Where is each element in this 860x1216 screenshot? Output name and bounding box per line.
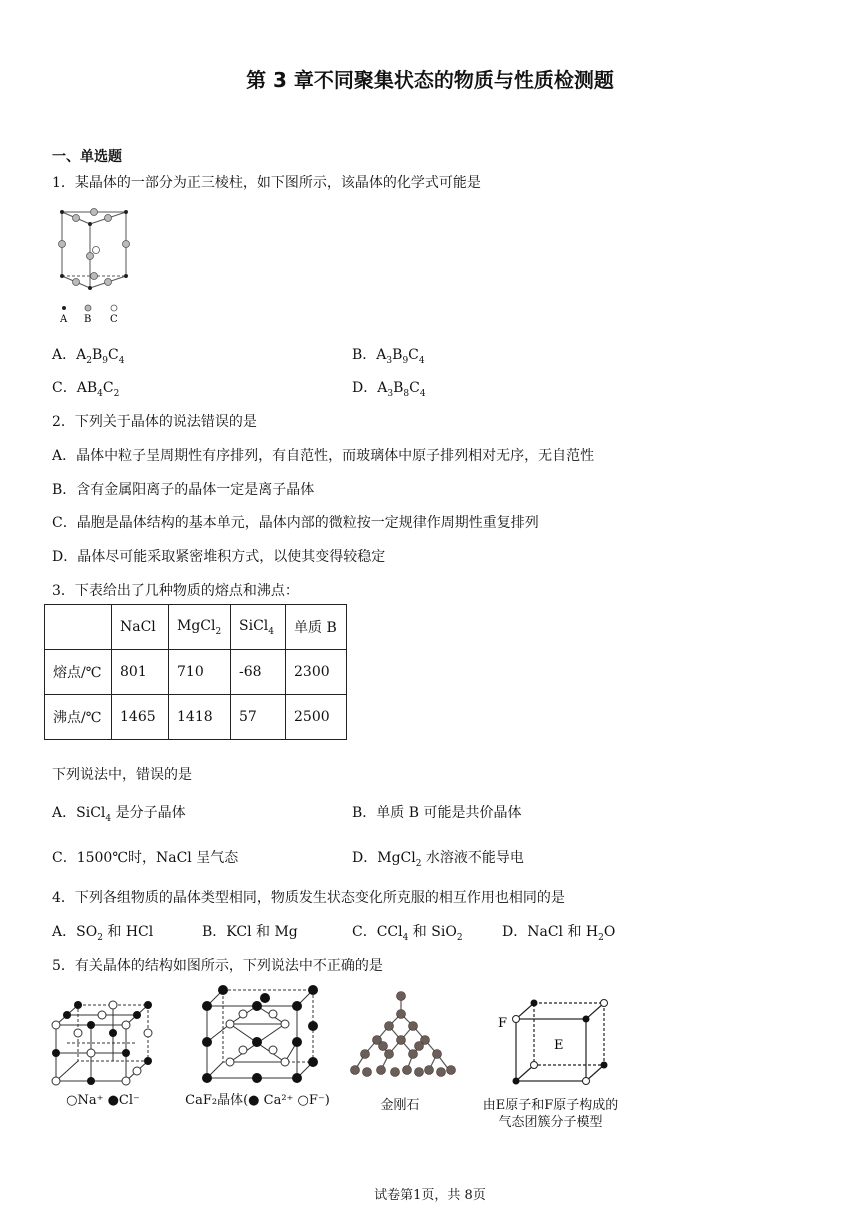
table-cell: 710: [169, 650, 231, 695]
nacl-caption: ○Na⁺ ●Cl⁻: [66, 1093, 140, 1108]
table-cell: 1418: [169, 695, 231, 740]
label-f: F: [498, 1016, 508, 1031]
q3-option-d[interactable]: D．MgCl$_2$ 水溶液不能导电: [352, 850, 524, 869]
table-cell: 801: [112, 650, 169, 695]
q2-stem: 2．下列关于晶体的说法错误的是: [52, 414, 257, 430]
cluster-caption: 由E原子和F原子构成的气态团簇分子模型: [482, 1098, 619, 1130]
q3-stem: 3．下表给出了几种物质的熔点和沸点：: [52, 583, 299, 599]
legend-b: B: [84, 314, 92, 324]
q1-option-a[interactable]: A．$A_2B_9C_4$: [52, 347, 125, 366]
table-header-cell: NaCl: [112, 605, 169, 650]
diamond-caption: 金刚石: [380, 1098, 420, 1113]
q5-stem: 5．有关晶体的结构如图所示，下列说法中不正确的是: [52, 958, 383, 974]
q2-option-a[interactable]: A．晶体中粒子呈周期性有序排列，有自范性，而玻璃体中原子排列相对无序，无自范性: [52, 448, 595, 464]
table-header-cell: 单质 B: [286, 605, 347, 650]
q1-stem: 1．某晶体的一部分为正三棱柱，如下图所示，该晶体的化学式可能是: [52, 175, 481, 191]
table-cell: 熔点/℃: [45, 650, 112, 695]
q4-option-d[interactable]: D．NaCl 和 $H_2O$: [502, 924, 616, 943]
legend-a: A: [60, 314, 68, 324]
nacl-lattice-figure: [48, 995, 158, 1090]
table-row: [45, 650, 347, 695]
table-cell: -68: [231, 650, 286, 695]
q1-option-b[interactable]: B．$A_3B_9C_4$: [352, 347, 425, 366]
table-cell: 2300: [286, 650, 347, 695]
q2-option-d[interactable]: D．晶体尽可能采取紧密堆积方式，以使其变得较稳定: [52, 549, 386, 565]
table-header-cell: MgCl$_2$: [169, 605, 231, 650]
cluster-molecule-figure: [494, 993, 608, 1089]
table-cell: 57: [231, 695, 286, 740]
melting-boiling-table: [44, 604, 347, 740]
q3-option-b[interactable]: B．单质 B 可能是共价晶体: [352, 805, 522, 821]
q1-option-c[interactable]: C．$AB_4C_2$: [52, 380, 120, 399]
q1-option-d[interactable]: D．$A_3B_8C_4$: [352, 380, 426, 399]
q4-stem: 4．下列各组物质的晶体类型相同，物质发生状态变化所克服的相互作用也相同的是: [52, 890, 565, 906]
table-cell: 1465: [112, 695, 169, 740]
q2-option-c[interactable]: C．晶胞是晶体结构的基本单元，晶体内部的微粒按一定规律作周期性重复排列: [52, 515, 539, 531]
caf2-lattice-figure: [195, 984, 320, 1084]
caf2-caption: CaF₂晶体(● Ca²⁺ ○F⁻): [185, 1093, 330, 1108]
q4-option-c[interactable]: C．CCl$_4$ 和 SiO$_2$: [352, 924, 463, 943]
page-title: 第 3 章不同聚集状态的物质与性质检测题: [246, 68, 614, 92]
table-cell: 沸点/℃: [45, 695, 112, 740]
page-footer: 试卷第1页，共 8页: [374, 1188, 486, 1203]
q3-follow: 下列说法中，错误的是: [52, 767, 192, 783]
q4-option-a[interactable]: A．$SO_2$ 和 HCl: [52, 924, 154, 943]
q2-option-b[interactable]: B．含有金属阳离子的晶体一定是离子晶体: [52, 482, 315, 498]
q3-option-a[interactable]: A．SiCl$_4$ 是分子晶体: [52, 805, 186, 824]
table-header-cell: SiCl$_4$: [231, 605, 286, 650]
section-heading: 一、单选题: [52, 149, 122, 165]
table-row: [45, 695, 347, 740]
table-header-row: [45, 605, 347, 650]
table-cell: 2500: [286, 695, 347, 740]
table-header-cell: [45, 605, 112, 650]
legend-c: C: [110, 314, 118, 324]
q4-option-b[interactable]: B．KCl 和 Mg: [202, 924, 298, 940]
q3-option-c[interactable]: C．1500℃时，NaCl 呈气态: [52, 850, 239, 866]
label-e: E: [554, 1038, 564, 1053]
q1-prism-figure: [52, 202, 136, 324]
diamond-structure-figure: [345, 988, 465, 1084]
